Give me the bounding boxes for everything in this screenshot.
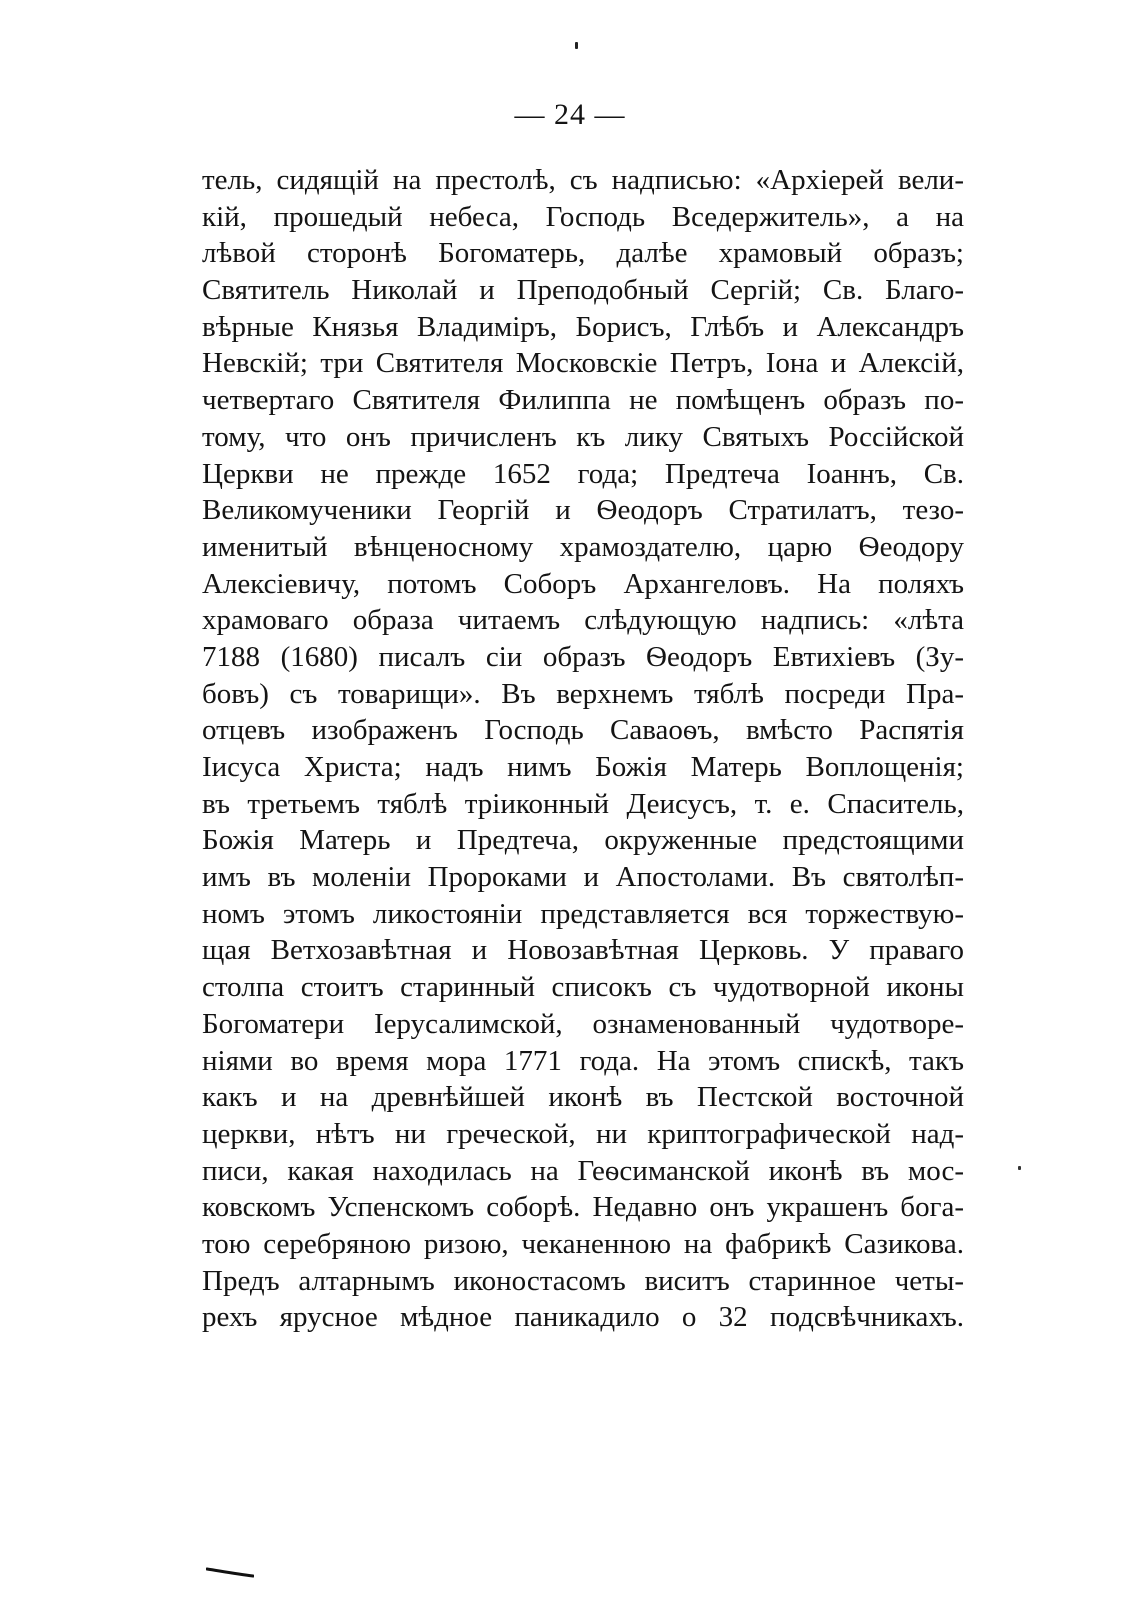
text-line: храмоваго образа читаемъ слѣдующую надпись: «лѣта <box>202 604 964 637</box>
text-line: имъ въ моленіи Пророками и Апостолами. Въ святолѣп- <box>202 861 964 894</box>
text-line: столпа стоитъ старинный списокъ съ чудотворной иконы <box>202 971 964 1004</box>
text-line: бовъ) съ товарищи». Въ верхнемъ тяблѣ посреди Пра- <box>202 677 964 710</box>
ink-speck <box>575 42 578 49</box>
text-line: рехъ ярусное мѣдное паникадило о 32 подсвѣчникахъ. <box>202 1301 964 1334</box>
text-line: именитый вѣнценосному храмоздателю, царю Ѳеодору <box>202 530 964 563</box>
text-line: четвертаго Святителя Филиппа не помѣщенъ образъ по- <box>202 384 964 417</box>
text-line: церкви, нѣтъ ни греческой, ни криптографической над- <box>202 1117 964 1150</box>
text-line: тою серебряною ризою, чеканенною на фабрикѣ Сазикова. <box>202 1227 964 1260</box>
text-line: Невскій; три Святителя Московскіе Петръ, Іона и Алексій, <box>202 347 964 380</box>
text-line: тому, что онъ причисленъ къ лику Святыхъ Россійской <box>202 420 964 453</box>
text-line: вѣрные Князья Владиміръ, Борисъ, Глѣбъ и Александръ <box>202 310 964 343</box>
text-line: кій, прошедый небеса, Господь Вседержитель», а на <box>202 200 964 233</box>
text-line: Богоматери Іерусалимской, ознаменованный чудотворе- <box>202 1007 964 1040</box>
text-line: какъ и на древнѣйшей иконѣ въ Пестской восточной <box>202 1081 964 1114</box>
body-text <box>202 162 964 1336</box>
text-line: Святитель Николай и Преподобный Сергій; Св. Благо- <box>202 274 964 307</box>
ink-stroke <box>206 1566 254 1578</box>
text-line: 7188 (1680) писалъ сіи образъ Ѳеодоръ Евтихіевъ (Зу- <box>202 640 964 673</box>
text-line: Божія Матерь и Предтеча, окруженные предстоящими <box>202 824 964 857</box>
text-line: ковскомъ Успенскомъ соборѣ. Недавно онъ украшенъ бога- <box>202 1191 964 1224</box>
ink-speck <box>1018 1166 1021 1170</box>
text-line: номъ этомъ ликостояніи представляется вся торжествую- <box>202 897 964 930</box>
text-line: Іисуса Христа; надъ нимъ Божія Матерь Воплощенія; <box>202 751 964 783</box>
text-line: Церкви не прежде 1652 года; Предтеча Іоаннъ, Св. <box>202 457 964 490</box>
text-line: ніями во время мора 1771 года. На этомъ спискѣ, такъ <box>202 1044 964 1077</box>
text-line: писи, какая находилась на Геѳсиманской иконѣ въ мос- <box>202 1154 964 1187</box>
text-line: щая Ветхозавѣтная и Новозавѣтная Церковь. У праваго <box>202 934 964 967</box>
text-line: Великомученики Георгій и Ѳеодоръ Стратилатъ, тезо- <box>202 494 964 527</box>
text-line: лѣвой сторонѣ Богоматерь, далѣе храмовый образъ; <box>202 237 964 270</box>
text-line: Предъ алтарнымъ иконостасомъ виситъ старинное четы- <box>202 1264 964 1297</box>
text-line: отцевъ изображенъ Господь Саваоѳъ, вмѣсто Распятія <box>202 714 964 747</box>
page-number: — 24 — <box>514 98 626 131</box>
text-line: тель, сидящій на престолѣ, съ надписью: «Архіерей вели- <box>202 164 964 196</box>
text-line: Алексіевичу, потомъ Соборъ Архангеловъ. На поляхъ <box>202 567 964 600</box>
text-line: въ третьемъ тяблѣ тріиконный Деисусъ, т. е. Спаситель, <box>202 787 964 820</box>
